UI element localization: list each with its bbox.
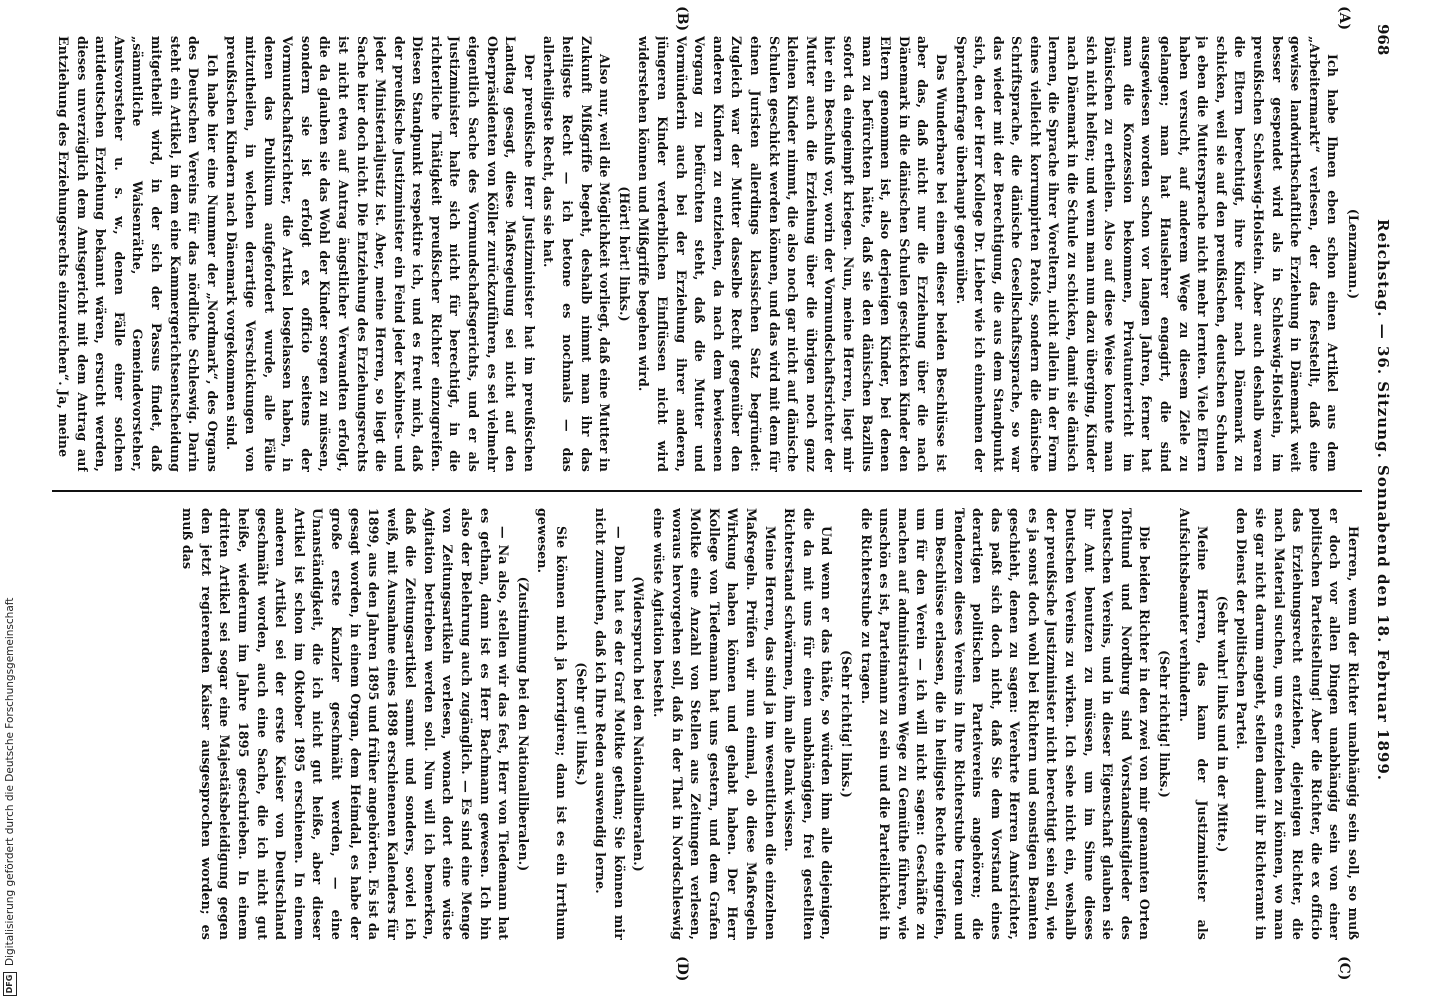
paragraph: Und wenn er das thäte, so würden ihm alle diejenigen, die da mit uns für einen unabhängigen, frei gestellten Richterstand schwärmen, ihm alle Dank wissen. [782,508,835,940]
left-text-column [52,36,1362,472]
interjection: (Widerspruch bei den Nationalliberalen.) [631,576,647,872]
paragraph: Meine Herren, das sind ja im wesentlichen die einzelnen Maßregeln. Prüfen wir nun einmal, ob diese Maßregeln Wirkung haben können und gehabt haben. Der Herr Kollege von Tiedemann hat uns gestern, und dem Grafen Moltke eine Anzahl von Stellen aus Zeitungen verlesen, woraus hervorgehen soll, daß in der That in Nordschleswig eine wüste Agitation besteht. [651,508,778,940]
paragraph: Das Wunderbare bei einem dieser beiden Beschlüsse ist aber das, daß nicht nur die Erziehung über die nach Dänemark in die dänischen Schulen geschickten Kinder den Eltern genommen ist, also derjenigen Kinder, bei denen man zu befürchten hätte, daß sie den dänischen Bazillus sofort da eingeimpft kriegen. Nun, meine Herren, liegt mir hier ein Beschluß vor, worin der Vormundschaftsrichter der Mutter auch die Erziehung über die übrigen noch ganz kleinen Kinder nimmt, die also noch gar nicht auf dänische Schulen geschickt werden können, und das wird mit dem für einen Juristen allerdings klassischen Satz begründet: Zugleich war der Mutter dasselbe Recht gegenüber den anderen Kindern zu entziehen, da nach dem bewiesenen Vorgang zu befürchten steht, daß die Mutter und Vormünderin auch bei der Erziehung ihrer anderen, jüngeren Kinder verderblichen Einflüssen nicht wird widerstehen können und Mißgriffe begehen wird. [636,36,949,472]
page-number: 968 [1374,24,1392,56]
interjection: (Sehr richtig! links.) [1157,650,1173,798]
paragraph: — Dann hat es der Graf Moltke gethan; Sie können mir nicht zumuthen, daß ich Ihre Reden auswendig lerne. [593,508,627,940]
paragraph: Meine Herren, das kann der Justizminister als Aufsichtsbeamter verhindern. [1176,508,1211,940]
column-divider [52,490,1362,492]
margin-marker-a: (A) [1336,6,1352,31]
paragraph: Ich habe Ihnen eben schon einen Artikel aus dem „Arbeitermarkt“ verlesen, der das feststellt, daß eine gewisse landwirthschaftliche Erziehung in Dänemark weit besser gespendet wird als in Schleswig-Holstein, im preußischen Schleswig-Holstein. Aber auch deshalb waren die Eltern berechtigt, ihre Kinder nach Dänemark zu schicken, weil sie auf den preußischen, deutschen Schulen ja eben die Muttersprache nicht mehr lernten. Viele Eltern haben versucht, auf anderem Wege zu diesem Ziele zu gelangen; man hat Hauslehrer engagirt, die sind ausgewiesen worden schon vor langen Jahren, ferner hat man die Konzession bekommen, Privatunterricht im Dänischen zu ertheilen. Also auf diese Weise konnte man sich nicht helfen; und wenn man nun dazu überging, Kinder nach Dänemark in die Schule zu schicken, damit sie dänisch lernen, die Sprache ihrer Voreltern, nicht allein in der Form eines vielleicht korrumpirten Patois, sondern die dänische Schriftsprache, die dänische Gesellschaftssprache, so war das wieder mit der Berechtigung, die aus dem Standpunkt sich, den der Herr Kollege Dr. Lieber wie ich einnehmen der Sprachenfrage überhaupt gegenüber. [953,36,1341,472]
page-title: Reichstag. — 36. Sitzung. Sonnabend den 18. Februar 1899. [1374,218,1392,781]
reichstag-protocol-page [30,0,1410,1000]
right-text-column [52,508,1362,940]
interjection: (Hört! hört! links.) [616,186,632,322]
paragraph: Die beiden Richter in den zwei von mir genannten Orten Toftlund und Nordburg sind Vorstandsmitglieder des Deutschen Vereins, und in dieser Eigenschaft glauben sie ihr Amt benutzen zu müssen, um im Sinne dieses Deutschen Vereins zu wirken. Ich sehe nicht ein, weshalb der preußische Justizminister nicht berechtigt sein soll, wie es ja sonst doch wohl bei Richtern und sonstigen Beamten geschieht, denen zu sagen: Verehrte Herren Amtsrichter, das paßt sich doch nicht, daß Sie dem Vorstand eines derartigen politischen Parteivereins angehören; die Tendenzen dieses Vereins in Ihre Richterstube tragen und um Beschlüsse erlassen, die in heiligste Rechte eingreifen, um für den Verein — ich will nicht sagen: Geschäfte zu machen auf administrativem Wege zu Gemüthe führen, wie unschön es ist, Parteimann zu sein und die Parteilichkeit in die Richterstube zu tragen. [858,508,1153,940]
margin-marker-d: (D) [674,956,690,982]
paragraph: — Na also, stellen wir das fest, Herr von Tiedemann hat es gethan, dann ist es Herr Bachmann gewesen. Ich bin also der Belehrung auch zugänglich. — Es sind eine Menge von Zeitungsartikeln verlesen, wonach dort eine wüste Agitation betrieben werden soll. Nun will ich bemerken, daß die Zeitungsartikel sammt und sonders, soviel ich weiß, mit Ausnahme eines 1898 erschienenen Kalenders für 1899, aus den Jahren 1895 und früher angehörten. Es ist da gesagt worden, in einem Organ, dem Heimdal, es habe der große erste Kanzler geschmäht werden, — eine Unanständigkeit, die ich nicht gut heiße, aber dieser Artikel ist schon im Oktober 1895 erschienen. In einem anderen Artikel sei der erste Kaiser von Deutschland geschmäht worden, auch eine Sache, die ich nicht gut heiße, wiederum im Jahre 1895 geschrieben. In einem dritten Artikel sei sogar eine Majestätsbeleidigung gegen den jetzt regierenden Kaiser ausgesprochen worden; es muß das [180,508,512,940]
speaker-name: (Lenzmann.) [1346,208,1361,300]
interjection: (Sehr wahr! links und in der Mitte.) [1214,595,1230,853]
margin-marker-c: (C) [1336,956,1352,981]
dfg-logo: DFG [3,972,17,996]
paragraph: Der preußische Herr Justizminister hat im preußischen Landtag gesagt, diese Maßregelung sei nicht auf den Oberpräsidenten von Köller zurückzuführen, es sei vielmehr eigentlich Sache des Vormundschaftsgerichts, und er als Justizminister halte sich nicht für berechtigt, in die richterliche Thätigkeit preußischer Richter einzugreifen. Diesen Standpunkt respektire ich, und es freut mich, daß der preußische Justizminister ein Feind jeder Kabinets- und jeder Ministerialjustiz ist. Aber, meine Herren, so liegt die Sache hier doch nicht. Die Entziehung des Erziehungsrechts ist nicht etwa auf Antrag ängstlicher Verwandten erfolgt, die da glauben sie das Wohl der Kinder sorgen zu müssen, sondern sie ist erfolgt ex officio seitens der Vormundschaftsrichter, die Artikel losgelassen haben, in denen das Publikum aufgefordert wurde, alle Fälle mitzutheilen, in welchen derartige Verschickungen von preußischen Kindern nach Dänemark vorgekommen sind. [224,36,537,472]
paragraph: Also nur, weil die Möglichkeit vorliegt, daß eine Mutter in Zukunft Mißgriffe begeht, deshalb nimmt man ihr das heiligste Recht — ich betone es nochmals — das allerheiligste Recht, das sie hat. [541,36,613,472]
paragraph: Sie können mich ja korrigiren; dann ist es ein Irrthum gewesen. [535,508,570,940]
paragraph: Herren, wenn der Richter unabhängig sein soll, so muß er doch vor allen Dingen unabhängig sein von einer politischen Parteistellung! Aber die Richter, die ex officio das Erziehungsrecht entziehen, diejenigen Richter, die nach Material suchen, um es entziehen zu können, wo man sie gar nicht darum angeht, stellen damit ihr Richteramt in den Dienst der politischen Partei. [1234,508,1361,940]
digitization-note: Digitalisierung gefördert durch die Deutsche Forschungsgemeinschaft [4,597,16,966]
interjection: (Sehr richtig! links.) [838,650,854,798]
paragraph: Ich habe hier eine Nummer der „Nordmark“, des Organs des Deutschen Vereins für das nördliche Schleswig. Darin steht ein Artikel, in dem eine Kammergerichtsentscheidung mitgetheilt wird, in der sich der Passus findet, daß „sämmtliche Waisenräthe, Gemeindevorsteher, Amtsvorsteher u. s. w., denen Fälle einer solchen antideutschen Erziehung bekannt wären, ersucht werden, dieses unverzüglich dem Amtsgericht mit dem Antrag auf Entziehung des Erziehungsrechts einzureichen“. Ja, meine [56,36,220,472]
interjection: (Zustimmung bei den Nationalliberalen.) [515,576,531,872]
page-header [1362,24,1392,976]
digitization-strip [2,6,18,996]
margin-marker-b: (B) [674,6,690,32]
interjection: (Sehr gut! links.) [573,662,589,786]
